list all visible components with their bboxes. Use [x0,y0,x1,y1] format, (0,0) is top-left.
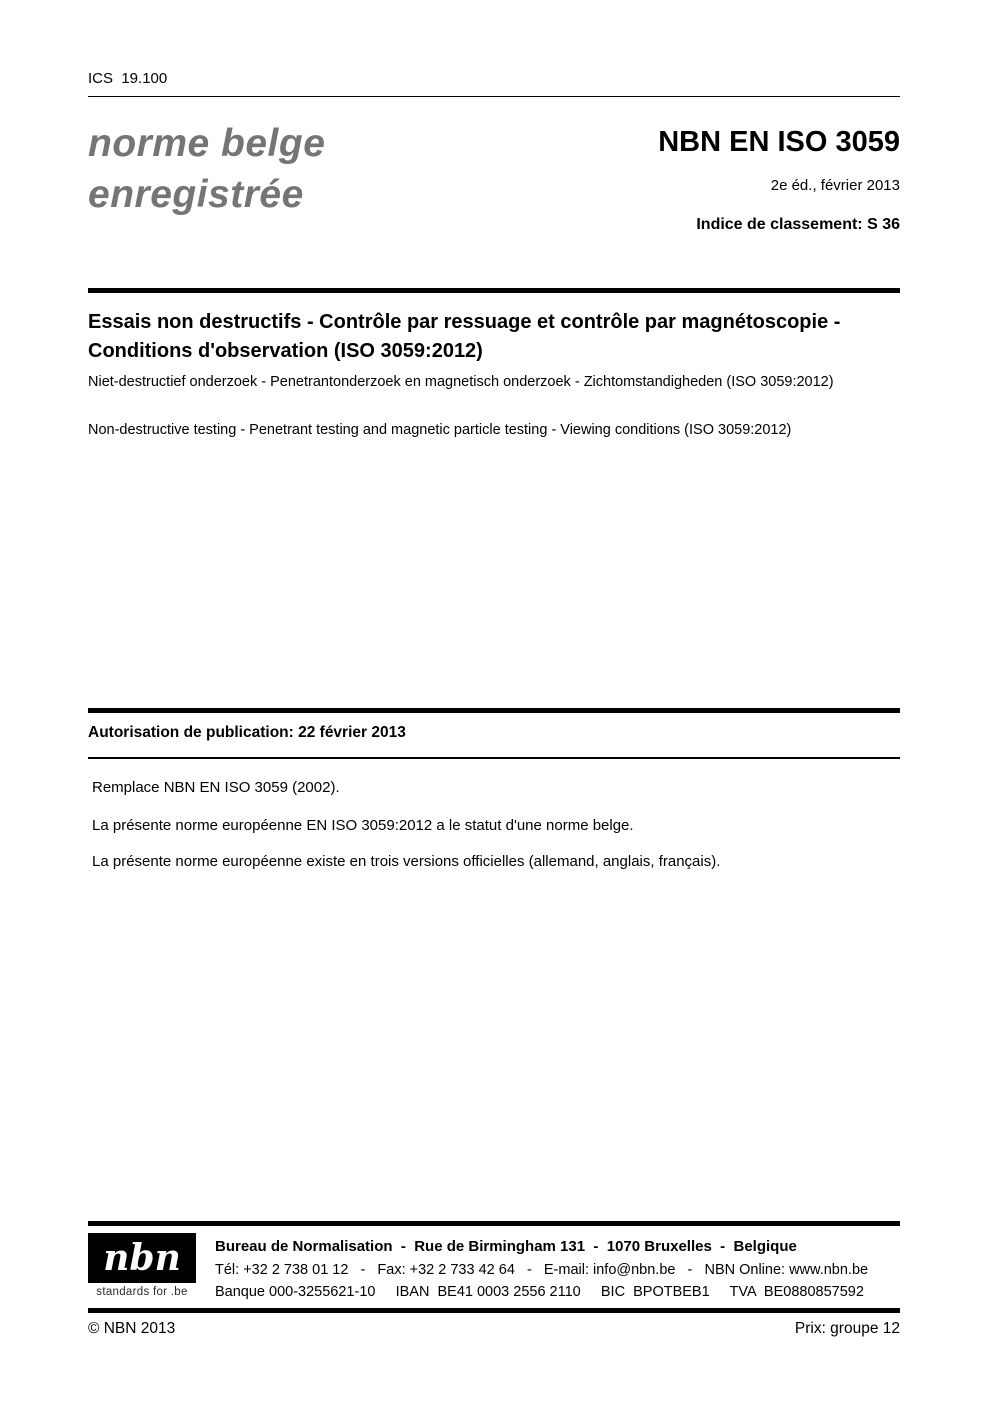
header-right [658,118,900,234]
nbn-logo-box [88,1233,196,1283]
footer-divider-top [88,1221,900,1226]
classification-index: Indice de classement: S 36 [696,216,900,233]
note-versions: La présente norme européenne existe en trois versions officielles (allemand, anglais, français). [92,853,721,870]
footer-text-block [215,1233,868,1300]
header [88,118,900,234]
nbn-logo-text: nbn [103,1237,181,1279]
footer-bank: Banque 000-3255621-10 IBAN BE41 0003 2556 2110 BIC BPOTBEB1 TVA BE0880857592 [215,1284,864,1300]
authorization-divider-top [88,708,900,713]
footer [88,1233,900,1300]
title-french: Essais non destructifs - Contrôle par ressuage et contrôle par magnétoscopie - Conditions d'observation (ISO 3059:2012) [88,311,841,362]
title-divider-top [88,288,900,293]
nbn-logo-subtitle: standards for .be [96,1286,188,1298]
footer-contact: Tél: +32 2 738 01 12 - Fax: +32 2 733 42 64 - E-mail: info@nbn.be - NBN Online: www.nbn.be [215,1262,869,1278]
bottom-row [88,1320,900,1338]
authorization-line: Autorisation de publication: 22 février 2013 [88,724,406,741]
standard-number: NBN EN ISO 3059 [658,126,900,158]
nbn-logo [88,1233,196,1298]
note-replaces: Remplace NBN EN ISO 3059 (2002). [92,779,340,796]
title-english: Non-destructive testing - Penetrant testing and magnetic particle testing - Viewing conditions (ISO 3059:2012) [88,422,792,438]
title-dutch: Niet-destructief onderzoek - Penetrantonderzoek en magnetisch onderzoek - Zichtomstandigheden (ISO 3059:2012) [88,374,834,390]
note-status: La présente norme européenne EN ISO 3059:2012 a le statut d'une norme belge. [92,817,634,834]
edition-date: 2e éd., février 2013 [770,177,900,194]
copyright: © NBN 2013 [88,1320,176,1337]
registry-logo-text [88,118,325,220]
footer-address: Bureau de Normalisation - Rue de Birmingham 131 - 1070 Bruxelles - Belgique [215,1238,797,1255]
footer-divider-bottom [88,1308,900,1313]
price-group: Prix: groupe 12 [794,1320,900,1337]
registry-logo-line1: norme belge [88,122,326,165]
authorization-divider-bottom [88,757,900,759]
ics-code: ICS 19.100 [88,70,900,97]
registry-logo-line2: enregistrée [88,173,304,216]
